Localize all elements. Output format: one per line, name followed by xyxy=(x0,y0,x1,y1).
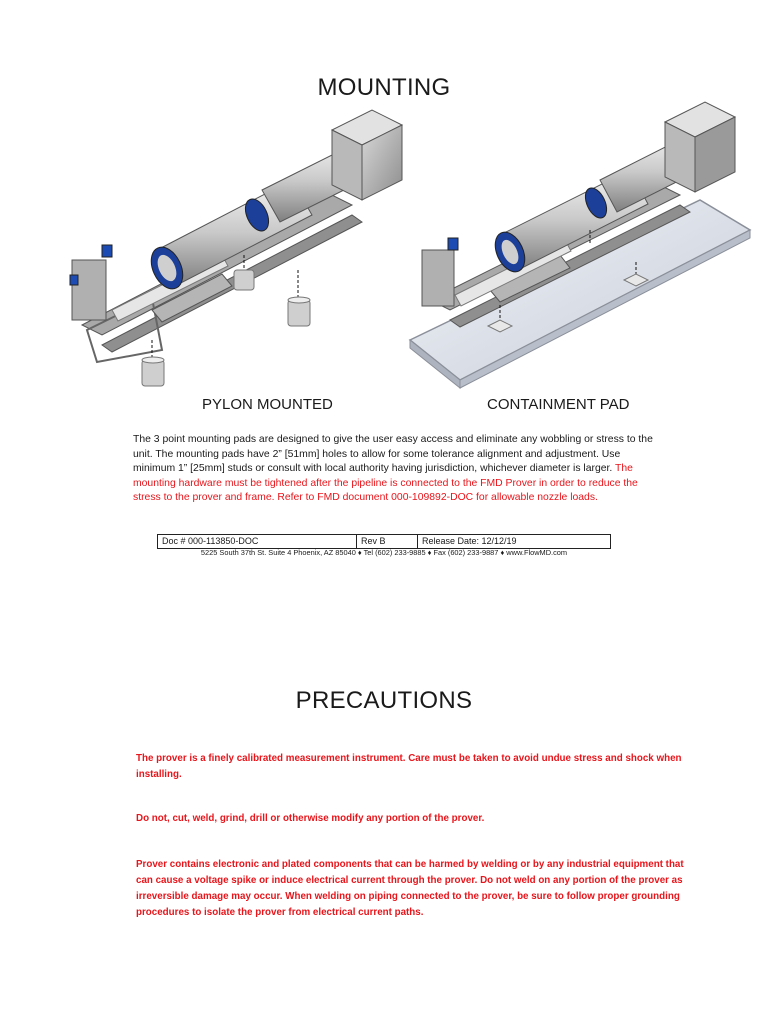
doc-number: Doc # 000-113850-DOC xyxy=(158,535,357,549)
doc-release-date: Release Date: 12/12/19 xyxy=(418,535,611,549)
precaution-item-2: Do not, cut, weld, grind, drill or otherwise modify any portion of the prover. xyxy=(136,813,485,824)
containment-pad-prover-illustration xyxy=(400,100,760,400)
mounting-paragraph-text: The 3 point mounting pads are designed to give the user easy access and eliminate any wobbling or stress to the unit. The mounting pads have 2” [51mm] holes to allow for some tolerance alignment and adjustment. Use minimum 1” [25mm] studs or consult with local authority having jurisdiction, whichever diameter is larger. xyxy=(133,434,653,475)
document-info-table xyxy=(157,534,611,549)
mounting-paragraph xyxy=(133,433,663,506)
doc-revision: Rev B xyxy=(357,535,418,549)
precautions-heading: PRECAUTIONS xyxy=(295,687,473,714)
caption-pylon-mounted: PYLON MOUNTED xyxy=(202,396,333,413)
mounting-warning-text: The mounting hardware must be tightened after the pipeline is connected to the FMD Prover in order to reduce the stress to the prover and frame. Refer to FMD document 000-109892-DOC for allowable nozzle loads. xyxy=(133,463,638,504)
precaution-item-1: The prover is a finely calibrated measurement instrument. Care must be taken to avoid undue stress and shock when installing. xyxy=(136,753,682,780)
mounting-heading: MOUNTING xyxy=(317,74,451,101)
pylon-mounted-prover-illustration xyxy=(62,100,422,400)
precaution-item-3: Prover contains electronic and plated components that can be harmed by welding or by any industrial equipment that can cause a voltage spike or induce electrical current through the prover. Do not weld on any portion of the prover as irreversible damage may occur. When welding on piping connected to the prover, be sure to follow proper grounding procedures to isolate the prover from electrical current paths. xyxy=(136,859,684,918)
caption-containment-pad: CONTAINMENT PAD xyxy=(487,396,630,413)
company-address: 5225 South 37th St. Suite 4 Phoenix, AZ 85040 ♦ Tel (602) 233-9885 ♦ Fax (602) 233-9887 ♦ www.FlowMD.com xyxy=(200,548,568,557)
